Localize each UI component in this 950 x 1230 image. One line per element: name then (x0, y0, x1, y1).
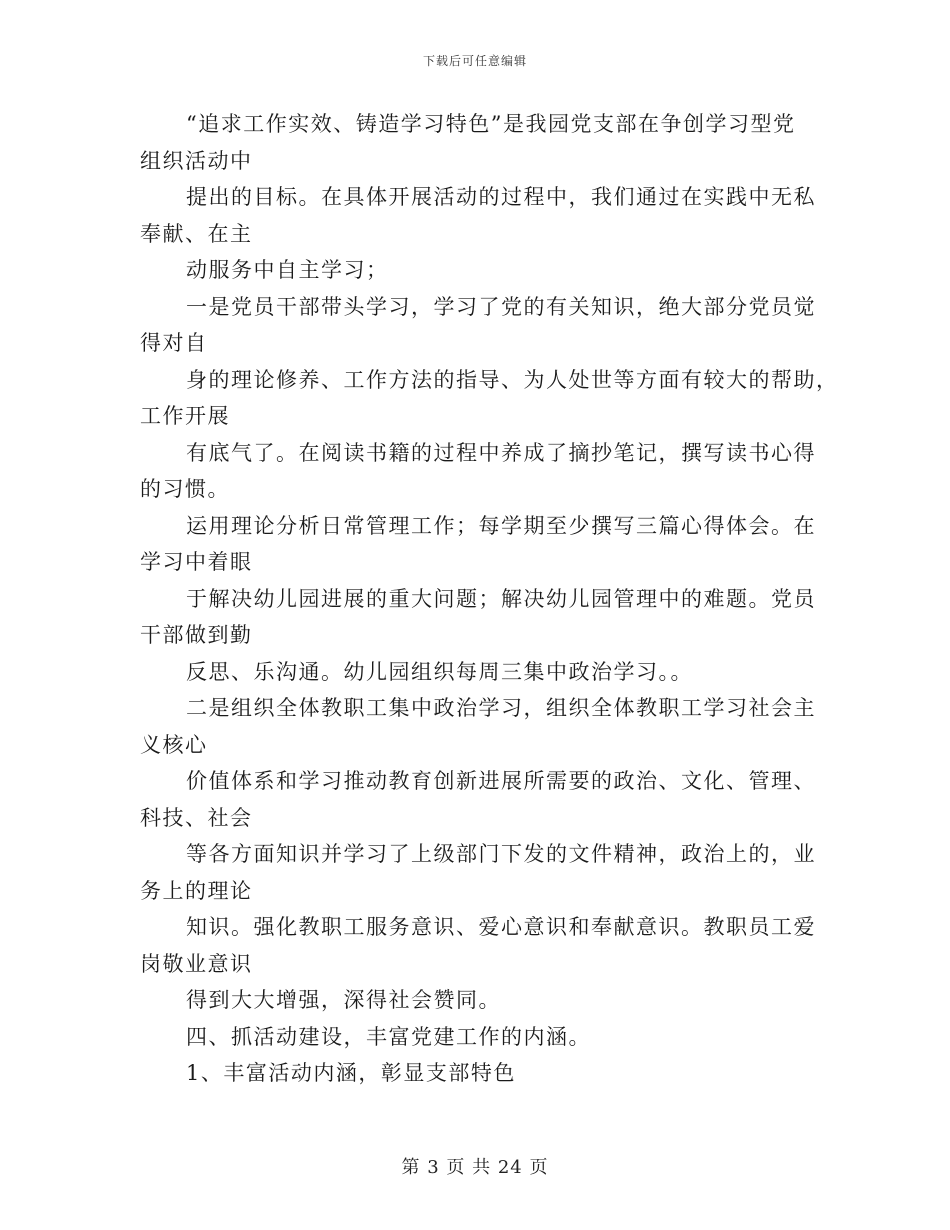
text-line: 身的理论修养、工作方法的指导、为人处世等方面有较大的帮助， (186, 367, 839, 392)
text-line: 组织活动中 (140, 148, 253, 173)
text-line: 反思、乐沟通。幼儿园组织每周三集中政治学习。。 (186, 659, 693, 684)
text-line: 务上的理论 (140, 878, 253, 903)
text-line: 价值体系和学习推动教育创新进展所需要的政治、文化、管理、 (186, 769, 816, 793)
text-line: 科技、社会 (140, 805, 253, 830)
page-number: 第 3 页 共 24 页 (401, 1157, 549, 1178)
text-line: 的习惯。 (140, 477, 230, 501)
text-line: 干部做到勤 (140, 623, 253, 647)
subsection-heading: 1、丰富活动内涵，彰显支部特色 (186, 1061, 516, 1085)
text-line: 动服务中自主学习； (186, 258, 389, 282)
text-line: 一是党员干部带头学习，学习了党的有关知识，绝大部分党员觉 (186, 294, 816, 319)
text-line: 于解决幼儿园进展的重大问题；解决幼儿园管理中的难题。党员 (186, 586, 816, 611)
page-header: 下载后可任意编辑 (422, 54, 527, 68)
text-line: 二是组织全体教职工集中政治学习，组织全体教职工学习社会主 (186, 696, 816, 720)
text-line: 得到大大增强，深得社会赞同。 (186, 988, 501, 1012)
text-line: 等各方面知识并学习了上级部门下发的文件精神，政治上的，业 (186, 842, 816, 866)
text-line: 有底气了。在阅读书籍的过程中养成了摘抄笔记，撰写读书心得 (186, 440, 816, 465)
text-line: 奉献、在主 (140, 221, 253, 246)
section-heading: 四、抓活动建设，丰富党建工作的内涵。 (186, 1024, 591, 1049)
text-line: 提出的目标。在具体开展活动的过程中，我们通过在实践中无私 (186, 185, 816, 209)
document-body (140, 106, 839, 1092)
text-line: 知识。强化教职工服务意识、爱心意识和奉献意识。教职员工爱 (186, 915, 816, 939)
text-line: “追求工作实效、铸造学习特色”是我园党支部在争创学习型党 (186, 112, 796, 136)
text-line: 义核心 (140, 732, 208, 757)
text-line: 工作开展 (140, 404, 230, 428)
text-line: 运用理论分析日常管理工作；每学期至少撰写三篇心得体会。在 (186, 513, 816, 538)
text-line: 得对自 (140, 331, 208, 355)
text-line: 岗敬业意识 (140, 951, 253, 976)
text-line: 学习中着眼 (140, 550, 253, 574)
